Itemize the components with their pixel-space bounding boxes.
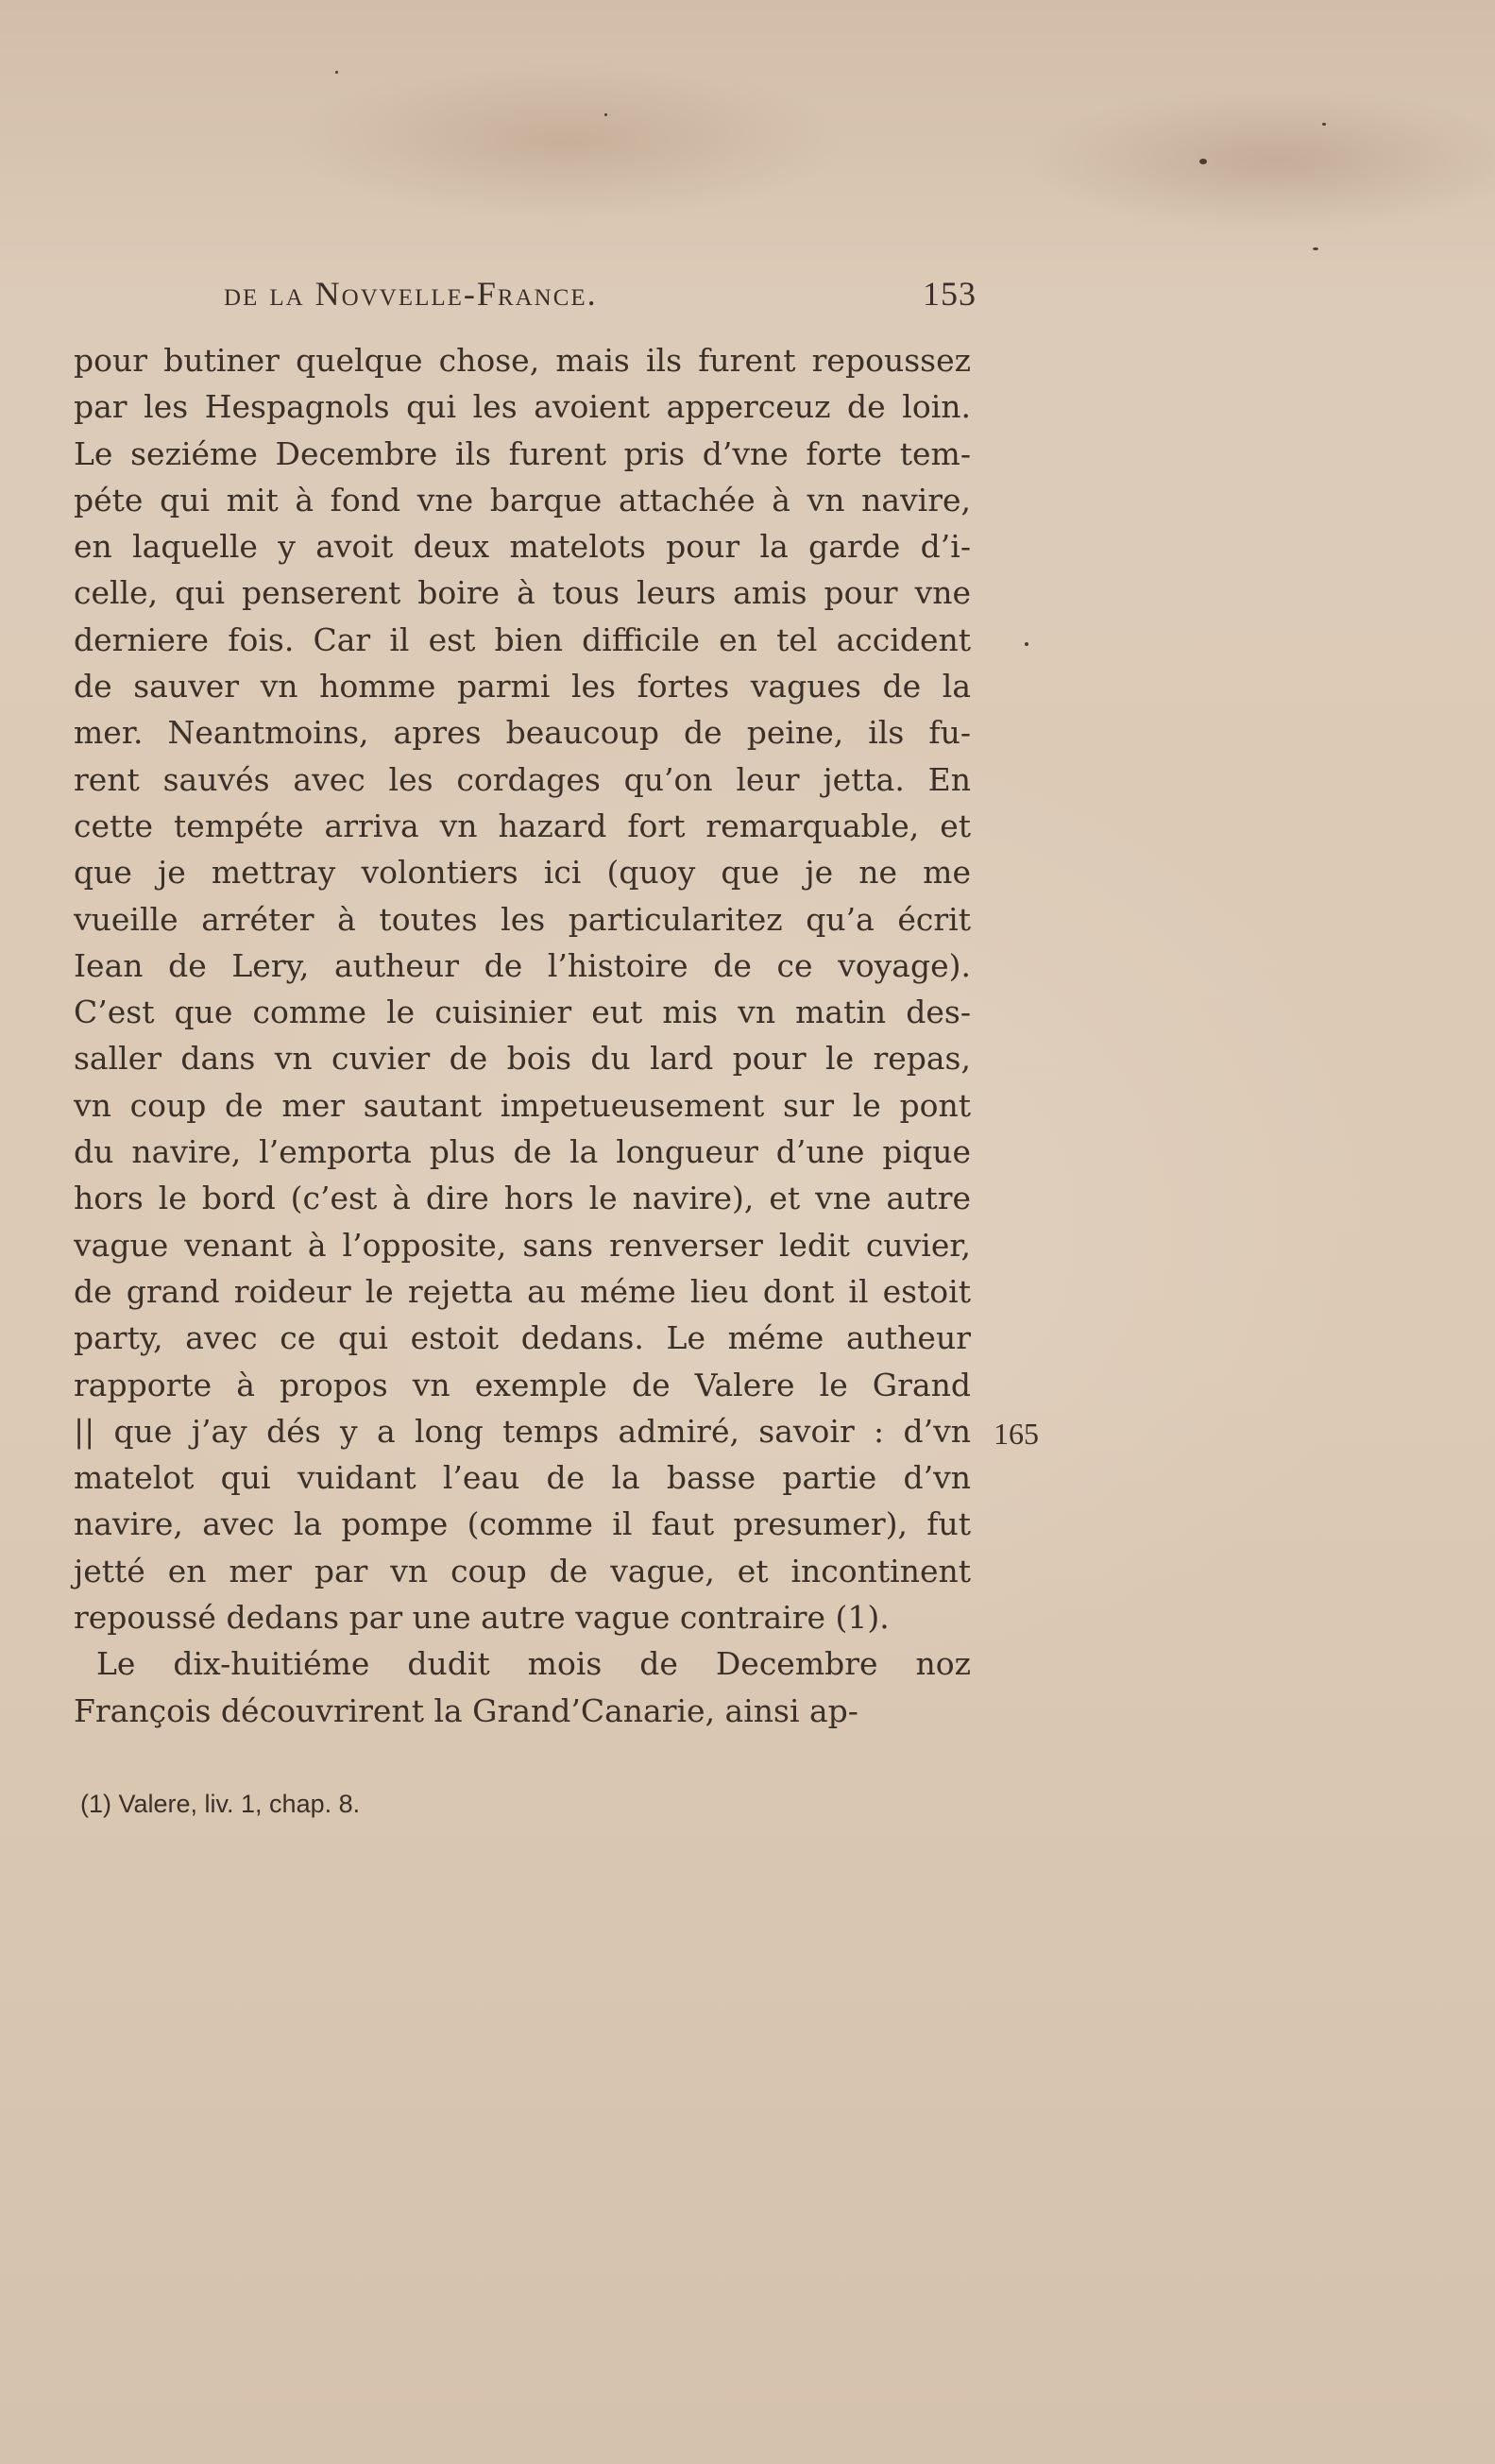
text-line: celle, qui penserent boire à tous leurs amis pour vne [74,574,971,612]
running-title: de la Novvelle-France. [224,275,598,313]
paper-speck [1199,159,1207,164]
text-line: mer. Neantmoins, apres beaucoup de peine, ils fu- [74,714,971,752]
text-line: hors le bord (c’est à dire hors le navire), et vne autre [74,1180,971,1217]
text-line: cette tempéte arriva vn hazard fort remarquable, et [74,807,971,844]
footnote: (1) Valere, liv. 1, chap. 8. [80,1790,361,1818]
text-line: repoussé dedans par une autre vague contraire (1). [74,1599,890,1637]
text-line: en laquelle y avoit deux matelots pour la garde d’i- [74,528,971,566]
text-line: rent sauvés avec les cordages qu’on leur jetta. En [74,760,971,798]
text-line: C’est que comme le cuisinier eut mis vn matin des- [74,994,971,1031]
text-line: saller dans vn cuvier de bois du lard pour le repas, [74,1040,971,1078]
text-line: Le dix-huitiéme dudit mois de Decembre noz [96,1645,971,1683]
body-text [74,337,971,1734]
paper-speck [1025,642,1028,646]
text-line: de grand roideur le rejetta au méme lieu dont il estoit [74,1272,971,1310]
text-line: matelot qui vuidant l’eau de la basse partie d’vn [74,1459,971,1497]
text-line: derniere fois. Car il est bien difficile en tel accident [74,620,971,658]
page-number: 153 [923,275,977,313]
paper-speck [604,113,607,116]
paper-speck [1313,247,1318,250]
text-line: || que j’ay dés y a long temps admiré, savoir : d’vn [74,1412,971,1450]
text-line: Le seziéme Decembre ils furent pris d’vne forte tem- [74,434,971,472]
text-line: par les Hespagnols qui les avoient apperceuz de loin. [74,388,971,426]
text-line: navire, avec la pompe (comme il faut presumer), fut [74,1505,971,1543]
text-line: party, avec ce qui estoit dedans. Le méme autheur [74,1319,971,1357]
text-line: de sauver vn homme parmi les fortes vagues de la [74,668,971,705]
text-line: jetté en mer par vn coup de vague, et incontinent [74,1552,971,1589]
text-line: vueille arréter à toutes les particularitez qu’a écrit [74,900,971,938]
text-line: rapporte à propos vn exemple de Valere le Grand [74,1366,971,1403]
text-line: Iean de Lery, autheur de l’histoire de ce voyage). [74,946,971,984]
margin-page-reference: 165 [994,1417,1039,1451]
text-line: vague venant à l’opposite, sans renverser ledit cuvier, [74,1226,971,1264]
text-line: du navire, l’emporta plus de la longueur d’une pique [74,1133,971,1171]
running-head [224,274,977,321]
text-line: péte qui mit à fond vne barque attachée à vn navire, [74,481,971,518]
paper-speck [1322,123,1326,126]
paper-speck [335,71,338,74]
text-line: François découvrirent la Grand’Canarie, ainsi ap- [74,1691,858,1729]
text-line: que je mettray volontiers ici (quoy que je ne me [74,854,971,892]
text-line: pour butiner quelque chose, mais ils furent repoussez [74,342,971,379]
text-line: vn coup de mer sautant impetueusement sur le pont [74,1086,971,1124]
